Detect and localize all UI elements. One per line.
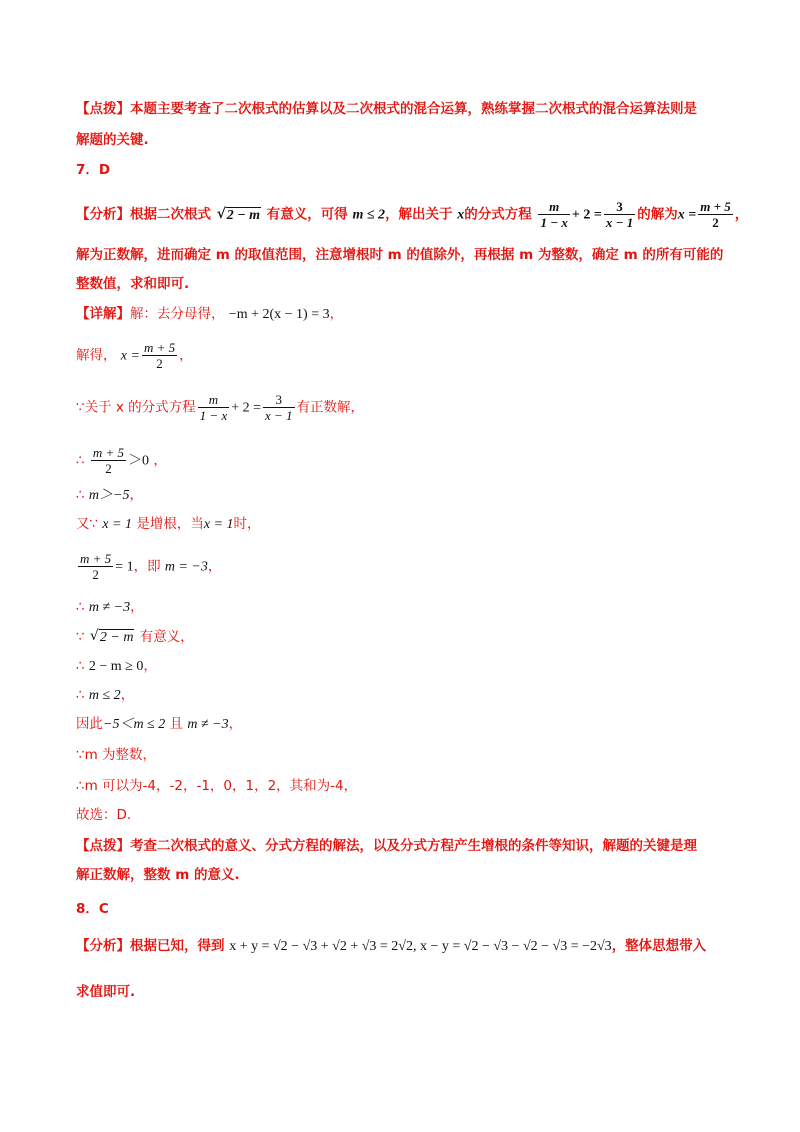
fraction-m5-over-2: $\frac{m + 5}{2}$ — [92, 445, 125, 476]
also-because-text: 又∵ — [76, 516, 99, 532]
detail-line-12 — [76, 715, 242, 734]
namely-text: ，即 — [133, 558, 161, 575]
math-x-eq: x = — [677, 207, 697, 223]
math-m-gt-neg5: m＞−5 — [88, 488, 130, 503]
analysis-label: 【分析】 — [76, 938, 130, 954]
detail-line-3 — [76, 392, 364, 423]
analysis-line-9: 求值即可. — [76, 984, 136, 1000]
math-range: −5＜m ≤ 2 — [103, 717, 166, 732]
therefore-symbol: ∴ — [76, 452, 85, 469]
detail-line-9 — [76, 628, 194, 647]
math-m-ne-neg3: m ≠ −3 — [187, 717, 229, 732]
detail-line-5 — [76, 486, 143, 505]
therefore-symbol: ∴ — [76, 658, 85, 674]
analysis-line-8 — [76, 937, 706, 956]
tip-line-4: 解正数解，整数 m 的意义. — [76, 867, 240, 883]
comma: ， — [143, 658, 157, 674]
extraneous-root-text: 是增根，当 — [136, 516, 204, 532]
tip-line-1: 【点拨】本题主要考查了二次根式的估算以及二次根式的混合运算，熟练掌握二次根式的混合运算法则是 — [76, 101, 697, 117]
fraction-3-over-x-1: $\frac{3}{x - 1}$ — [265, 392, 293, 423]
comma: ， — [228, 716, 243, 732]
detail-line-2 — [76, 340, 193, 371]
comma: ， — [153, 452, 167, 469]
tip-line-2: 解题的关键. — [76, 132, 149, 148]
analysis-text: 根据已知，得到 — [130, 938, 225, 954]
meaningful-text: 有意义， — [139, 629, 194, 645]
comma: ， — [120, 687, 135, 703]
math-m-eq-neg3: m = −3 — [164, 559, 208, 575]
analysis-line-7 — [76, 199, 748, 230]
equation-denominator-cleared: −m + 2(x − 1) = 3 — [228, 307, 330, 322]
math-gt-0: ＞0 — [128, 453, 150, 469]
analysis-text-4: 的分式方程 — [464, 206, 532, 223]
math-m-ne-neg3: m ≠ −3 — [88, 600, 131, 615]
analysis-label: 【分析】 — [76, 206, 130, 223]
when-text: 时， — [233, 516, 261, 532]
comma: ， — [129, 487, 143, 503]
detail-line-14: ∴m 可以为-4，-2，-1，0，1，2，其和为-4， — [76, 778, 358, 794]
comma: ， — [130, 599, 144, 615]
detail-line-13: ∵m 为整数， — [76, 747, 157, 763]
comma: ， — [179, 347, 193, 364]
analysis-text-2: 有意义，可得 — [266, 206, 348, 223]
math-2-minus-m-ge-0: 2 − m ≥ 0 — [88, 659, 144, 674]
math-eq-1: = 1 — [115, 559, 134, 575]
comma: ， — [207, 558, 222, 575]
math-plus-2: + 2 = — [571, 207, 602, 223]
fraction-m5-over-2: $\frac{m + 5}{2}$ — [700, 199, 731, 230]
because-symbol: ∵ — [76, 629, 85, 645]
detail-line-1 — [76, 305, 343, 324]
detail-line-11 — [76, 686, 134, 705]
analysis-text-5: 的解为 — [637, 206, 678, 223]
math-m-le-2: m ≤ 2 — [88, 688, 121, 703]
analysis-line-2: 解为正数解，进而确定 m 的取值范围，注意增根时 m 的值除外，再根据 m 为整数，确定 m 的所有可能的 — [76, 247, 724, 263]
detail-line-10 — [76, 657, 157, 676]
analysis-text-end: ，整体思想带入 — [611, 938, 707, 954]
math-m-le-2: m ≤ 2 — [352, 207, 386, 223]
solve-text: 解得， — [76, 347, 117, 364]
detail-line-7 — [76, 551, 221, 582]
detail-line-6 — [76, 515, 261, 534]
math-x-eq-1: x = 1 — [203, 517, 234, 532]
math-x-eq: x = — [120, 348, 140, 364]
fraction-3-over-x-1: $\frac{3}{x - 1}$ — [605, 199, 634, 230]
detail-text: 解：去分母得， — [130, 306, 225, 322]
positive-solution-text: 有正数解， — [296, 399, 365, 416]
detail-line-15: 故选：D. — [76, 807, 132, 823]
because-text: ∵关于 x 的分式方程 — [76, 399, 196, 416]
therefore-symbol: ∴ — [76, 687, 85, 703]
detail-line-4 — [76, 445, 167, 476]
question-7-answer: 7．D — [76, 162, 111, 178]
analysis-text-6: ， — [734, 206, 749, 223]
detail-line-8 — [76, 598, 144, 617]
therefore-symbol: ∴ — [76, 487, 85, 503]
question-8-answer: 8．C — [76, 901, 109, 917]
detail-label: 【详解】 — [76, 306, 130, 322]
sqrt-expression: √ 2 − m — [217, 207, 261, 225]
fraction-m-over-1-x: $\frac{m}{1 - x}$ — [199, 392, 228, 423]
comma: ， — [329, 306, 344, 322]
analysis-line-3: 整数值，求和即可. — [76, 276, 190, 292]
tip-line-3: 【点拨】考查二次根式的意义、分式方程的解法，以及分式方程产生增根的条件等知识，解题的关键是理 — [76, 838, 697, 854]
math-x: x — [457, 207, 465, 223]
math-sum-difference: x + y = √2 − √3 + √2 + √3 = 2√2, x − y = √2 − √3 − √2 − √3 = −2√3 — [229, 939, 612, 954]
hence-text: 因此 — [76, 716, 103, 732]
fraction-m-over-1-x: $\frac{m}{1 - x}$ — [540, 199, 568, 230]
math-x-eq-1: x = 1 — [102, 517, 133, 532]
sqrt-expression: √ 2 − m — [90, 629, 135, 647]
fraction-m5-over-2: $\frac{m + 5}{2}$ — [80, 551, 112, 582]
fraction-m5-over-2: $\frac{m + 5}{2}$ — [143, 340, 176, 371]
and-text: 且 — [169, 716, 184, 732]
math-plus-2: + 2 = — [231, 400, 262, 416]
analysis-text-1: 根据二次根式 — [130, 206, 211, 223]
analysis-text-3: ，解出关于 — [385, 206, 453, 223]
therefore-symbol: ∴ — [76, 599, 85, 615]
